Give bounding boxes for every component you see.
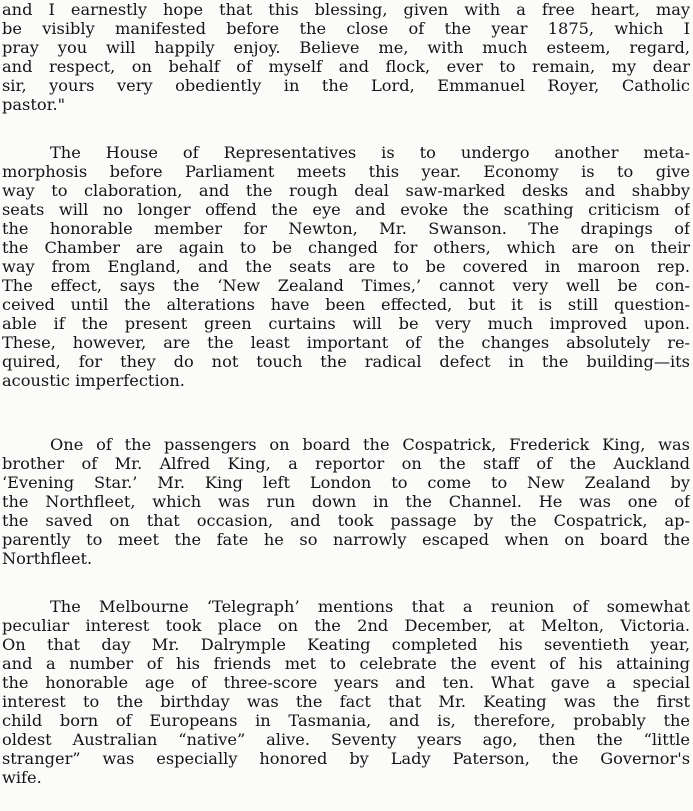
text-line: seats will no longer offend the eye and evoke the scathing criticism of (2, 200, 690, 219)
text-line: peculiar interest took place on the 2nd December, at Melton, Victoria. (2, 616, 690, 635)
text-line: ‘Evening Star.’ Mr. King left London to come to New Zealand by (2, 473, 690, 492)
text-line: pray you will happily enjoy. Believe me, with much esteem, regard, (2, 38, 690, 57)
text-line: pastor." (2, 95, 66, 114)
paragraph-melbourne-telegraph (2, 597, 690, 787)
paragraph-house-of-representatives (2, 143, 690, 390)
text-line: acoustic imperfection. (2, 371, 185, 390)
text-line: The Melbourne ‘Telegraph’ mentions that a reunion of somewhat (50, 597, 690, 616)
text-line: the honorable age of three-score years and ten. What gave a special (2, 673, 690, 692)
text-line: The House of Representatives is to undergo another meta- (50, 143, 690, 162)
text-line: the Chamber are again to be changed for others, which are on their (2, 238, 690, 257)
text-line: morphosis before Parliament meets this year. Economy is to give (2, 162, 690, 181)
text-line: ceived until the alterations have been effected, but it is still question- (2, 295, 690, 314)
paragraph-letter-closing (2, 0, 690, 114)
text-line: Northfleet. (2, 549, 93, 568)
text-line: the honorable member for Newton, Mr. Swanson. The drapings of (2, 219, 690, 238)
text-line: be visibly manifested before the close of the year 1875, which I (2, 19, 690, 38)
text-line: quired, for they do not touch the radical defect in the building—its (2, 352, 690, 371)
text-line: One of the passengers on board the Cospatrick, Frederick King, was (50, 435, 690, 454)
text-line: brother of Mr. Alfred King, a reportor on the staff of the Auckland (2, 454, 690, 473)
text-line: These, however, are the least important of the changes absolutely re- (2, 333, 690, 352)
text-line: stranger” was especially honored by Lady Paterson, the Governor's (2, 749, 690, 768)
text-line: interest to the birthday was the fact that Mr. Keating was the first (2, 692, 690, 711)
text-line: parently to meet the fate he so narrowly escaped when on board the (2, 530, 690, 549)
text-line: the saved on that occasion, and took passage by the Cospatrick, ap- (2, 511, 690, 530)
text-line: and I earnestly hope that this blessing, given with a free heart, may (2, 0, 690, 19)
text-line: sir, yours very obediently in the Lord, Emmanuel Royer, Catholic (2, 76, 690, 95)
text-line: way from England, and the seats are to be covered in maroon rep. (2, 257, 690, 276)
text-line: child born of Europeans in Tasmania, and is, therefore, probably the (2, 711, 690, 730)
text-line: and respect, on behalf of myself and flock, ever to remain, my dear (2, 57, 690, 76)
text-line: the Northfleet, which was run down in the Channel. He was one of (2, 492, 690, 511)
text-line: wife. (2, 768, 42, 787)
text-line: The effect, says the ‘New Zealand Times,’ cannot very well be con- (2, 276, 690, 295)
text-line: way to claboration, and the rough deal saw-marked desks and shabby (2, 181, 690, 200)
text-line: oldest Australian “native” alive. Seventy years ago, then the “little (2, 730, 690, 749)
text-line: On that day Mr. Dalrymple Keating completed his seventieth year, (2, 635, 690, 654)
text-line: and a number of his friends met to celebrate the event of his attaining (2, 654, 690, 673)
text-line: able if the present green curtains will be very much improved upon. (2, 314, 690, 333)
paragraph-cospatrick-passenger (2, 435, 690, 568)
